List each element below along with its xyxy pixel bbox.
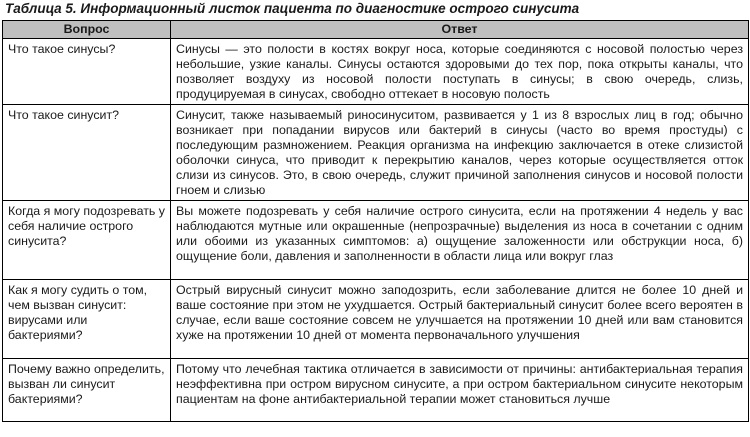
question-cell: Что такое синусы? — [3, 39, 171, 105]
answer-cell: Синусы — это полости в костях вокруг носа, которые соединяются с носовой полостью через небольшие, узкие каналы. Синусы остаются здоровыми до тех пор, пока открыты каналы, что позволяет воздуху из носовой полости поступать в синусы; в свою очередь, слизь, продуцируемая в синусах, свободно оттекает в носовую полость — [171, 39, 749, 105]
question-cell: Почему важно определить, вызван ли синусит бактериями? — [3, 359, 171, 422]
table-row — [3, 201, 749, 280]
info-table — [2, 20, 749, 422]
question-cell: Как я могу судить о том, чем вызван синусит: вирусами или бактериями? — [3, 280, 171, 359]
table-caption: Таблица 5. Информационный листок пациента по диагностике острого синусита — [5, 1, 580, 16]
header-question: Вопрос — [3, 21, 171, 39]
table-row — [3, 359, 749, 422]
table-row — [3, 280, 749, 359]
answer-cell: Потому что лечебная тактика отличается в зависимости от причины: антибактериальная терапия неэффективна при остром вирусном синусите, а при остром бактериальном синусите некоторым пациентам на фоне антибактериальной терапии может становиться лучше — [171, 359, 749, 422]
answer-cell: Острый вирусный синусит можно заподозрить, если заболевание длится не более 10 дней и ваше состояние при этом не ухудшается. Острый бактериальный синусит более всего вероятен в случае, если ваше состояние совсем не улучшается на протяжении 10 дней или вам становится хуже на протяжении 10 дней от момента первоначального улучшения — [171, 280, 749, 359]
table-row — [3, 39, 749, 105]
table-header-row — [3, 21, 749, 39]
question-cell: Что такое синусит? — [3, 105, 171, 201]
question-cell: Когда я могу подозревать у себя наличие острого синусита? — [3, 201, 171, 280]
answer-cell: Вы можете подозревать у себя наличие острого синусита, если на протяжении 4 недель у вас наблюдаются мутные или окрашенные (непрозрачные) выделения из носа в сочетании с одним или обоими из указанных симптомов: а) ощущение заложенности или обструкции носа, б) ощущение боли, давления и заполненности в области лица или вокруг глаз — [171, 201, 749, 280]
table-row — [3, 105, 749, 201]
header-answer: Ответ — [171, 21, 749, 39]
answer-cell: Синусит, также называемый риносинуситом, развивается у 1 из 8 взрослых лиц в год; обычно возникает при попадании вирусов или бактерий в синусы (часто во время простуды) с последующим размножением. Реакция организма на инфекцию заключается в отеке слизистой оболочки синуса, что приводит к перекрытию каналов, через которые осуществляется отток слизи из синусов. Это, в свою очередь, служит причиной заполнения синусов и носовой полости гноем и слизью — [171, 105, 749, 201]
